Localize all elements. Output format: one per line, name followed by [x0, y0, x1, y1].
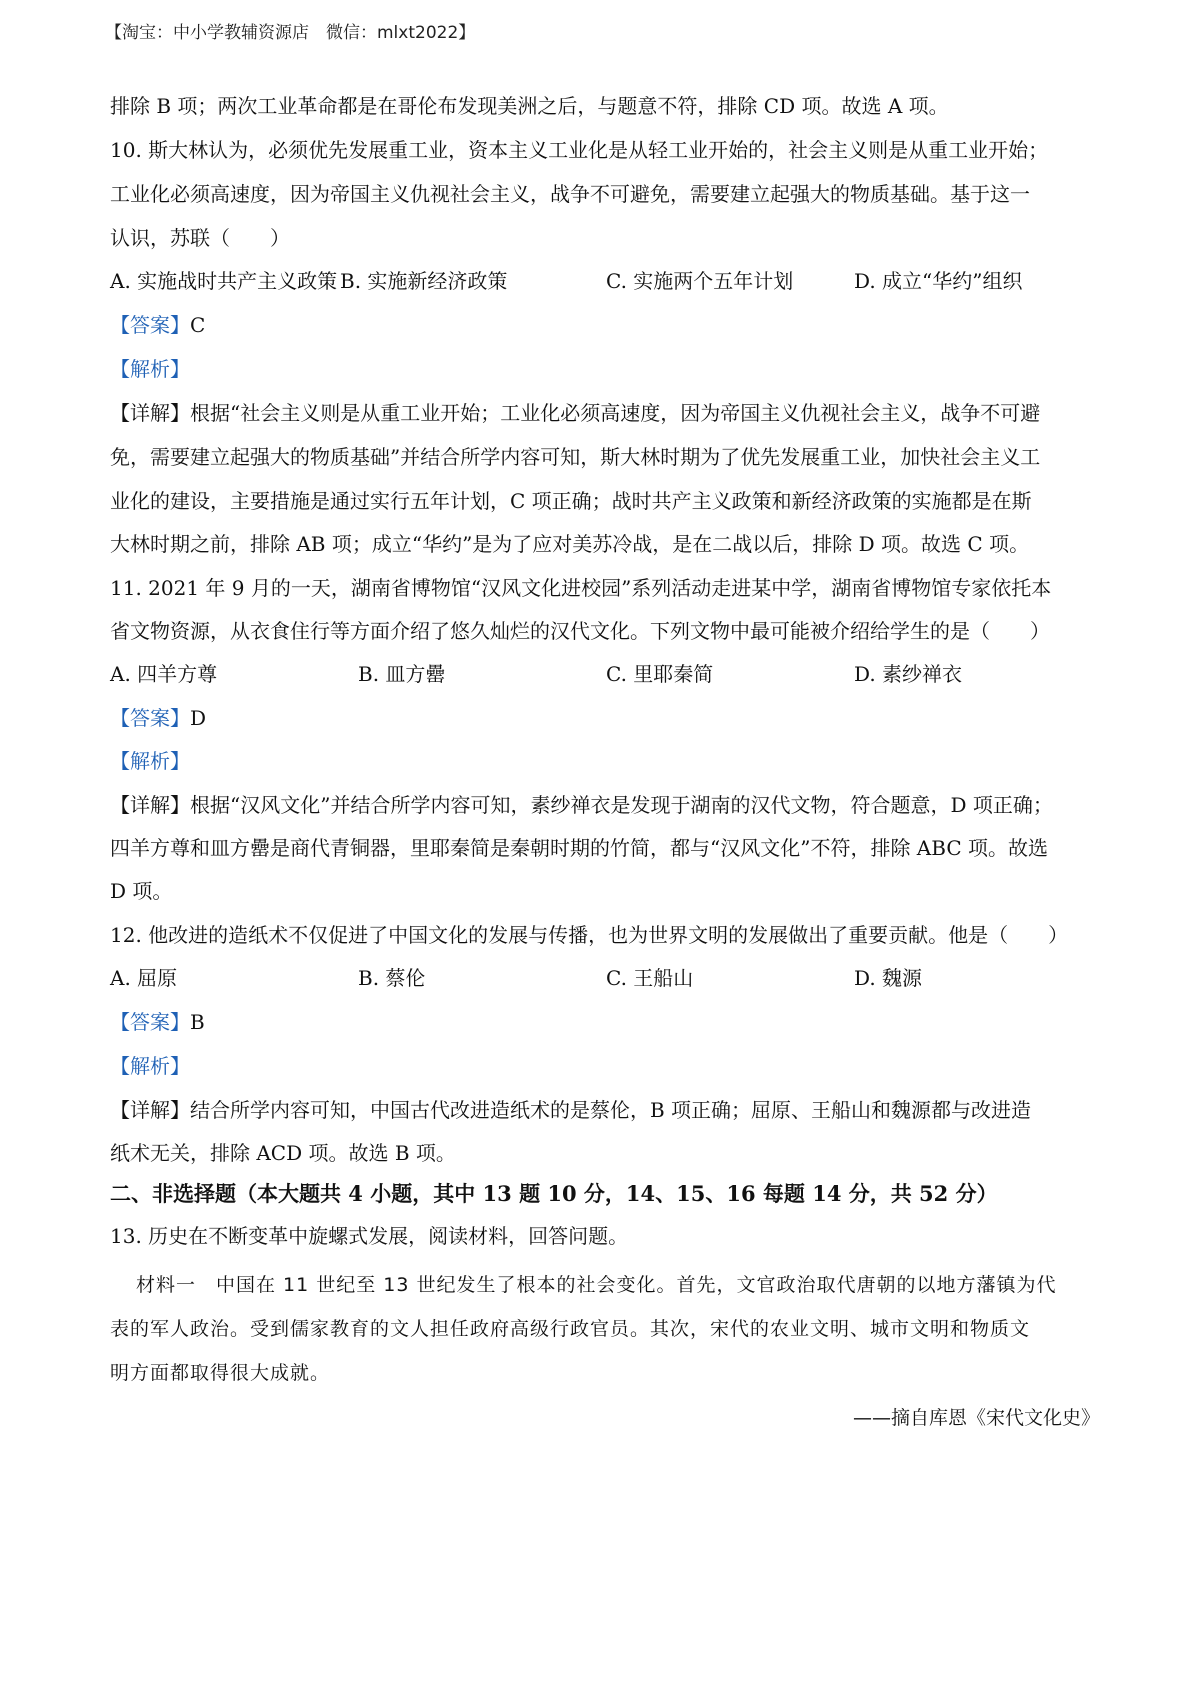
q12-detail-1 [110, 1096, 1100, 1124]
intro-line: 排除 B 项；两次工业革命都是在哥伦布发现美洲之后，与题意不符，排除 CD 项。故选 A 项。 [110, 94, 949, 118]
answer-value: D [190, 706, 207, 730]
q10-option-c: C. 实施两个五年计划 [606, 269, 794, 293]
q13-material-3: 明方面都取得很大成就。 [110, 1362, 331, 1384]
q11-detail-3: D 项。 [110, 879, 173, 903]
section-heading: 二、非选择题（本大题共 4 小题，其中 13 题 10 分，14、15、16 每题 14 分，共 52 分） [110, 1181, 998, 1206]
q11-stem-2: 省文物资源，从衣食住行等方面介绍了悠久灿烂的汉代文化。下列文物中最可能被介绍给学生的是（ ） [110, 619, 1050, 643]
q11-option-d: D. 素纱禅衣 [854, 662, 963, 686]
q10-detail-4: 大林时期之前，排除 AB 项；成立“华约”是为了应对美苏冷战，是在二战以后，排除 D 项。故选 C 项。 [110, 532, 1030, 556]
page-header: 【淘宝：中小学教辅资源店 微信：mlxt2022】 [105, 23, 476, 43]
answer-label: 【答案】 [110, 313, 190, 337]
q12-answer [110, 1008, 1100, 1036]
detail-label: 【详解】 [110, 1098, 190, 1122]
answer-label: 【答案】 [110, 706, 190, 730]
q12-detail-text-1: 结合所学内容可知，中国古代改进造纸术的是蔡伦，B 项正确；屈原、王船山和魏源都与改进造 [190, 1098, 1032, 1122]
answer-value: C [190, 313, 206, 337]
q10-option-a: A. 实施战时共产主义政策 [110, 269, 338, 293]
q11-option-c: C. 里耶秦简 [606, 662, 714, 686]
q10-stem-1: 10. 斯大林认为，必须优先发展重工业，资本主义工业化是从轻工业开始的，社会主义则是从重工业开始； [110, 138, 1049, 162]
q13-material-1: 材料一 中国在 11 世纪至 13 世纪发生了根本的社会变化。首先，文官政治取代唐朝的以地方藩镇为代 [136, 1274, 1057, 1296]
q11-answer [110, 704, 1100, 732]
q11-option-a: A. 四羊方尊 [110, 662, 218, 686]
answer-label: 【答案】 [110, 1010, 190, 1034]
q10-options [110, 267, 1100, 295]
answer-value: B [190, 1010, 205, 1034]
q10-answer [110, 311, 1100, 339]
detail-label: 【详解】 [110, 793, 190, 817]
q10-option-b: B. 实施新经济政策 [340, 269, 508, 293]
q12-option-b: B. 蔡伦 [358, 966, 426, 990]
q11-option-b: B. 皿方罍 [358, 662, 446, 686]
q11-analysis-label: 【解析】 [110, 749, 190, 773]
detail-label: 【详解】 [110, 401, 190, 425]
q10-stem-2: 工业化必须高速度，因为帝国主义仇视社会主义，战争不可避免，需要建立起强大的物质基础。基于这一 [110, 182, 1030, 206]
q12-option-c: C. 王船山 [606, 966, 694, 990]
q13-source: ——摘自库恩《宋代文化史》 [852, 1407, 1100, 1429]
q10-option-d: D. 成立“华约”组织 [854, 269, 1023, 293]
q10-analysis-label: 【解析】 [110, 357, 190, 381]
q10-detail-3: 业化的建设，主要措施是通过实行五年计划，C 项正确；战时共产主义政策和新经济政策的实施都是在斯 [110, 489, 1032, 513]
q12-analysis-label: 【解析】 [110, 1054, 190, 1078]
q12-option-a: A. 屈原 [110, 966, 178, 990]
q11-options [110, 660, 1100, 688]
q11-detail-2: 四羊方尊和皿方罍是商代青铜器，里耶秦简是秦朝时期的竹简，都与“汉风文化”不符，排除 ABC 项。故选 [110, 836, 1048, 860]
q12-option-d: D. 魏源 [854, 966, 923, 990]
q11-detail-text-1: 根据“汉风文化”并结合所学内容可知，素纱禅衣是发现于湖南的汉代文物，符合题意，D 项正确； [190, 793, 1053, 817]
q10-detail-text-1: 根据“社会主义则是从重工业开始；工业化必须高速度，因为帝国主义仇视社会主义，战争不可避 [190, 401, 1041, 425]
q12-options [110, 964, 1100, 992]
q12-detail-2: 纸术无关，排除 ACD 项。故选 B 项。 [110, 1141, 456, 1165]
q12-stem-1: 12. 他改进的造纸术不仅促进了中国文化的发展与传播，也为世界文明的发展做出了重要贡献。他是（ ） [110, 923, 1069, 947]
q13-stem: 13. 历史在不断变革中旋螺式发展，阅读材料，回答问题。 [110, 1224, 629, 1248]
q11-stem-1: 11. 2021 年 9 月的一天，湖南省博物馆“汉风文化进校园”系列活动走进某中学，湖南省博物馆专家依托本 [110, 576, 1052, 600]
q10-detail-1 [110, 399, 1100, 427]
q13-material-2: 表的军人政治。受到儒家教育的文人担任政府高级行政官员。其次，宋代的农业文明、城市文明和物质文 [110, 1318, 1031, 1340]
q11-detail-1 [110, 791, 1100, 819]
q10-detail-2: 免，需要建立起强大的物质基础”并结合所学内容可知，斯大林时期为了优先发展重工业，加快社会主义工 [110, 445, 1041, 469]
q10-stem-3: 认识，苏联（ ） [110, 226, 290, 250]
